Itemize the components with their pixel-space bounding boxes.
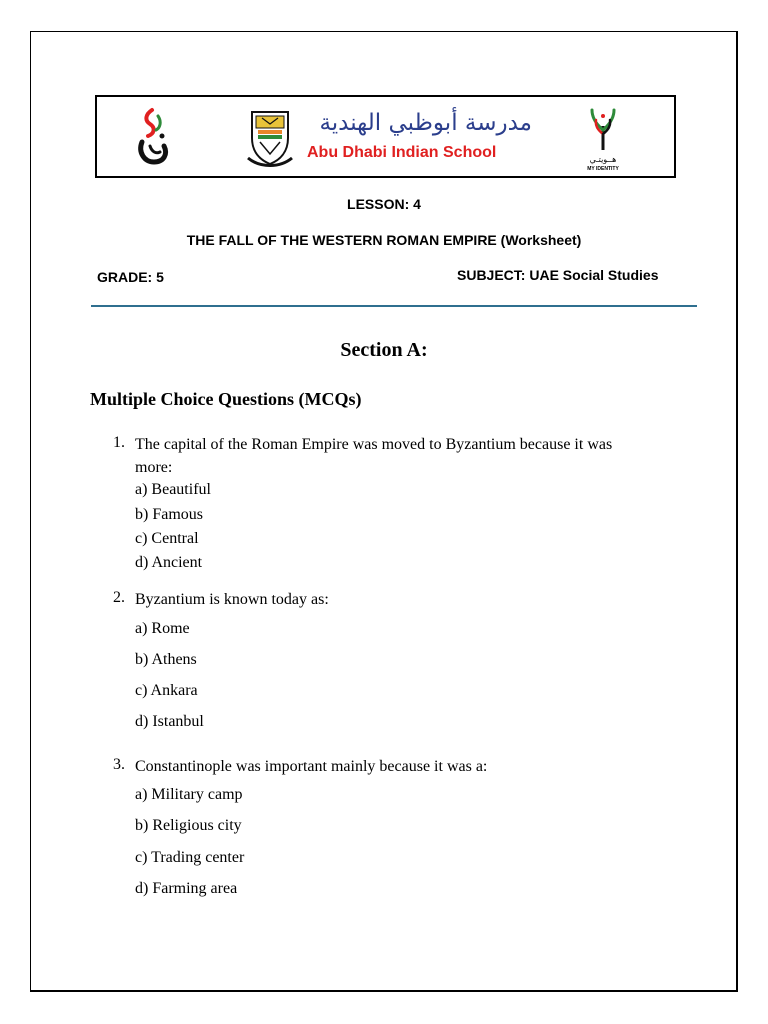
question-1-line-1: The capital of the Roman Empire was moved to Byzantium because it was: [135, 436, 613, 453]
question-3-option-a: a) Military camp: [135, 786, 243, 803]
question-2-number: 2.: [113, 589, 125, 606]
question-2-option-b: b) Athens: [135, 651, 197, 668]
question-2-option-a: a) Rome: [135, 620, 190, 637]
school-crest-icon: [246, 108, 294, 170]
calligraphy-logo-icon: [132, 106, 174, 170]
grade-label: GRADE: 5: [97, 269, 164, 285]
question-2-option-c: c) Ankara: [135, 682, 198, 699]
question-1-number: 1.: [113, 434, 125, 451]
lesson-number: LESSON: 4: [347, 196, 421, 212]
question-1-option-a: a) Beautiful: [135, 481, 211, 498]
section-subheading: Multiple Choice Questions (MCQs): [90, 389, 362, 409]
question-1-option-d: d) Ancient: [135, 554, 203, 571]
question-1-text: [135, 433, 612, 479]
question-3-option-c: c) Trading center: [135, 849, 245, 866]
question-2-option-d: d) Istanbul: [135, 713, 204, 730]
school-name-english: Abu Dhabi Indian School: [307, 144, 497, 161]
identity-text-arabic: هــويتـي: [589, 155, 617, 164]
question-3-option-b: b) Religious city: [135, 817, 242, 834]
school-name-arabic: مدرسة أبوظبي الهندية: [319, 110, 532, 136]
identity-text-english: MY IDENTITY: [587, 166, 619, 172]
question-1-line-2: more:: [135, 459, 173, 476]
worksheet-title: THE FALL OF THE WESTERN ROMAN EMPIRE (Worksheet): [186, 232, 582, 248]
question-1-option-b: b) Famous: [135, 506, 203, 523]
question-3-option-d: d) Farming area: [135, 880, 238, 897]
header-divider: [91, 305, 697, 307]
question-1-option-c: c) Central: [135, 530, 199, 547]
section-heading: Section A:: [340, 339, 428, 361]
question-3-number: 3.: [113, 756, 125, 773]
question-2-text: Byzantium is known today as:: [135, 591, 329, 608]
subject-label: SUBJECT: UAE Social Studies: [457, 267, 659, 283]
question-3-text: Constantinople was important mainly because it was a:: [135, 758, 488, 775]
